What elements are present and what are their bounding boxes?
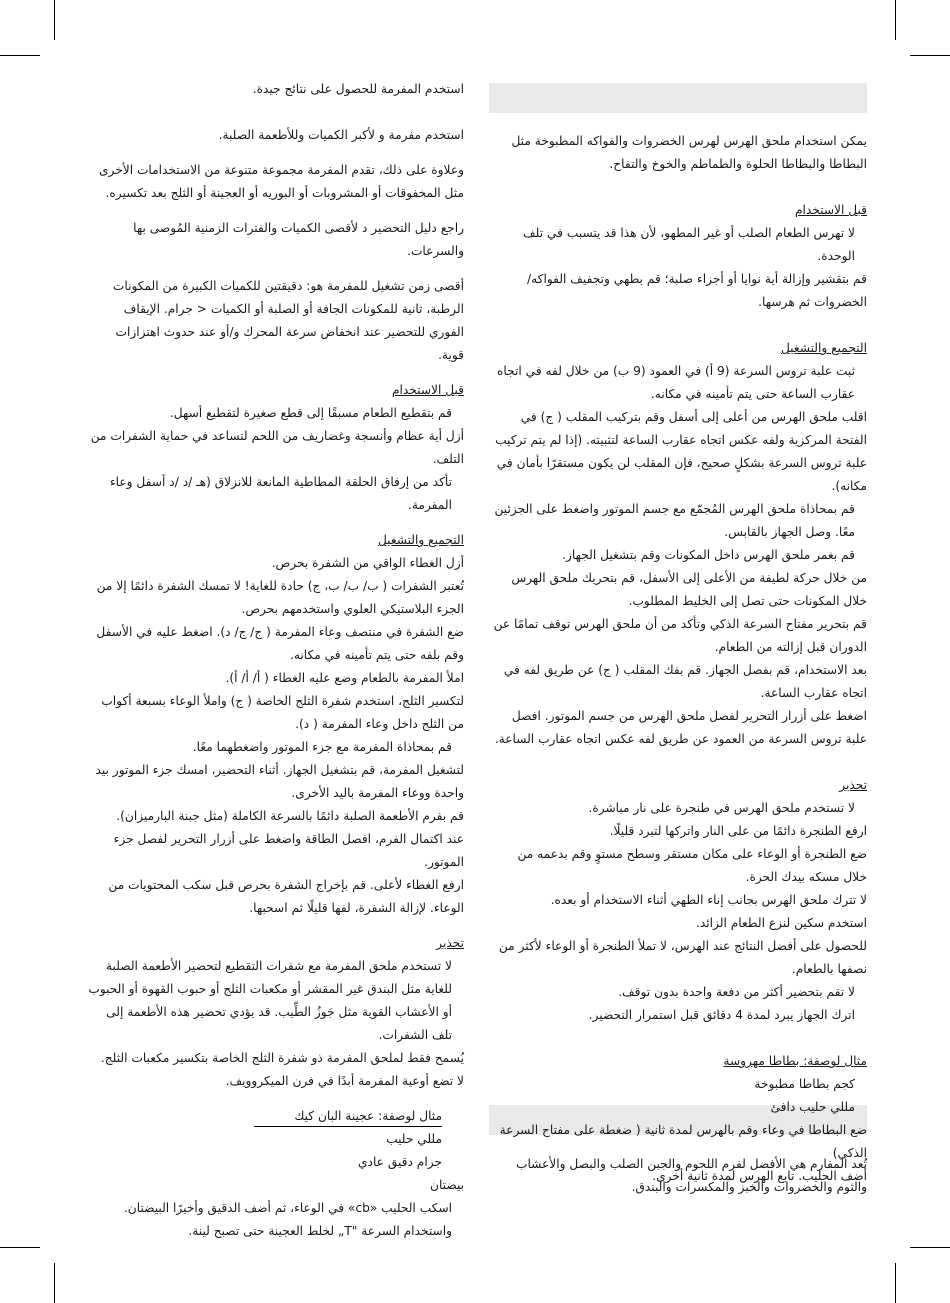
list-item: كجم بطاطا مطبوخة (754, 1077, 855, 1091)
list-item: قم بمحاذاة ملحق الهرس المُجمّع مع جسم الموتور واضغط على الجزئين معًا. وصل الجهاز بالقابس. (494, 502, 855, 539)
list-item: أزل أية عظام وأنسجة وغضاريف من اللحم لتساعد في حماية الشفرات من التلف. (90, 429, 464, 466)
list-item: اقلب ملحق الهرس من أعلى إلى أسفل وقم بتركيب المقلب ( ج) في الفتحة المركزية ولفه عكس اتجاه عقارب الساعة لتثبيته. (إذا لم يتم تركيب علبة تروس السرعة بشكلٍ صحيح، فإن المقلب لن يكون مستقرًا بأمان في مكانه). (495, 410, 867, 493)
list-item: أزل الغطاء الواقي من الشفرة بحرص. (271, 556, 464, 570)
list-item: مللي حليب دافئ (770, 1100, 855, 1114)
list-item: اترك الجهاز يبرد لمدة 4 دقائق قبل استمرار التحضير. (588, 1008, 855, 1022)
list-item: استخدم سكين لنزع الطعام الزائد. (696, 916, 867, 930)
list-item: ارفع الطنجرة دائمًا من على النار واتركها لتبرد قليلًا. (609, 824, 867, 838)
list-item: لتكسير الثلج، استخدم شفرة الثلج الخاصة ( ج) واملأ الوعاء بسبعة أكواب من الثلج داخل وعاء المفرمة ( د). (101, 694, 464, 731)
list-item: لا تترك ملحق الهرس بجانب إناء الطهي أثناء الاستخدام أو بعده. (550, 893, 867, 907)
list-item: جرام دقيق عادي (358, 1155, 442, 1169)
section-heading: مثال لوصفة: عجينة البان كيك (254, 1106, 442, 1127)
list-item: قم بمحاذاة المفرمة مع جزء الموتور واضغطهما معًا. (192, 740, 452, 754)
left-column (86, 78, 464, 1243)
list-item: املأ المفرمة بالطعام وضع عليه الغطاء ( أ/ أ/ أ). (225, 671, 464, 685)
intro-paragraph: استخدم مفرمة و لأكبر الكميات وللأطعمة الصلبة. (218, 128, 464, 142)
list-item: ارفع الغطاء لأعلى. قم بإخراج الشفرة بحرص قبل سكب المحتويات من الوعاء. لإزالة الشفرة، لفها قليلًا ثم اسحبها. (108, 878, 464, 915)
list-item: قم بتحرير مفتاح السرعة الذكي وتأكد من أن ملحق الهرس توقف تمامًا عن الدوران قبل إزالته من الطعام. (493, 617, 867, 654)
section-header-band (489, 83, 867, 113)
intro-paragraph: وعلاوة على ذلك، تقدم المفرمة مجموعة متنوعة من الاستخدامات الأخرى مثل المخفوقات أو المشروبات أو البوريه أو العجينة أو الثلج بعد تكسيره. (98, 163, 464, 200)
list-item: اضغط على أزرار التحرير لفصل ملحق الهرس من جسم الموتور. افصل علبة تروس السرعة من العمود عن طريق لفه عكس اتجاه عقارب الساعة. (494, 709, 867, 746)
section-heading: تحذير (839, 778, 867, 792)
list-item: مللي حليب (386, 1132, 442, 1146)
list-item: لا تهرس الطعام الصلب أو غير المطهو، لأن هذا قد يتسبب في تلف الوحدة. (523, 226, 855, 263)
list-item: للحصول على أفضل النتائج عند الهرس، لا تملأ الطنجرة أو الوعاء لأكثر من نصفها بالطعام. (498, 939, 867, 976)
list-item: قم بتقشير وإزالة أية نوايا أو أجزاء صلبة؛ قم بطهي وتجفيف الفواكه/الخضروات ثم هرسها. (527, 272, 867, 309)
right-outro (491, 1153, 867, 1199)
list-item: أضف الحليب. تابع الهرس لمدة ثانية أخرى. (652, 1169, 867, 1183)
list-item: بعد الاستخدام، قم بفصل الجهاز. قم بفك المقلب ( ج) عن طريق لفه في اتجاه عقارب الساعة. (503, 663, 867, 700)
section-heading: تحذير (436, 936, 464, 950)
list-item: واستخدام السرعة "T„ لخلط العجينة حتى تصبح لينة. (188, 1224, 452, 1238)
list-item: لا تضع أوعية المفرمة أبدًا في فرن الميكروويف. (225, 1074, 464, 1088)
section-heading: مثال لوصفة: بطاطا مهروسة (723, 1054, 867, 1068)
list-item: لتشغيل المفرمة، قم بتشغيل الجهاز. أثناء التحضير، امسك جزء الموتور بيد واحدة ووعاء المفرمة باليد الأخرى. (95, 763, 464, 800)
list-item: اسكب الحليب «cb» في الوعاء، ثم أضف الدقيق وأخيرًا البيضتان. (123, 1201, 452, 1215)
crop-mark-tl-h (0, 55, 40, 56)
list-item: لا تقم بتحضير أكثر من دفعة واحدة بدون توقف. (618, 985, 855, 999)
intro-paragraph: استخدم المفرمة للحصول على نتائج جيدة. (252, 82, 464, 96)
right-column (491, 130, 867, 1188)
intro-paragraph: راجع دليل التحضير د لأقصى الكميات والفترات الزمنية المُوصى بها والسرعات. (133, 221, 464, 258)
crop-mark-tl-v (54, 0, 55, 40)
list-item: يُسمح فقط لملحق المفرمة ذو شفرة الثلج الخاصة بتكسير مكعبات الثلج. (100, 1051, 464, 1065)
crop-mark-tr-h (910, 55, 950, 56)
list-item: ضع البطاطا في وعاء وقم بالهرس لمدة ثانية ( ضغطة على مفتاح السرعة الذكي) (499, 1123, 867, 1160)
list-item: تأكد من إرفاق الحلقة المطاطية المانعة للانزلاق (هـ /د /د أسفل وعاء المفرمة. (109, 475, 452, 512)
section-heading: قبل الاستخدام (391, 383, 464, 397)
intro-paragraph: أقصى زمن تشغيل للمفرمة هو: دقيقتين للكميات الكبيرة من المكونات الرطبة، ثانية للمكونات الجافة أو الصلبة أو الكميات < جرام. الإيقاف الفوري للتحضير عند انخفاض سرعة المحرك و/أو عند حدوث اهتزازات قوية. (112, 279, 464, 362)
list-item: ثبت علبة تروس السرعة (9 أ) في العمود (9 ب) من خلال لفه في اتجاه عقارب الساعة حتى يتم تأمينه في مكانه. (497, 364, 855, 401)
section-heading: التجميع والتشغيل (377, 533, 464, 547)
list-item: لا تستخدم ملحق الهرس في طنجرة على نار مباشرة. (588, 801, 855, 815)
list-item: لا تستخدم ملحق المفرمة مع شفرات التقطيع لتحضير الأطعمة الصلبة للغاية مثل البندق غير المقشر أو مكعبات الثلج أو حبوب القهوة أو الحبوب أو الأعشاب القوية مثل جَوزُ الطِّيب. قد يؤدي تحضير هذه الأطعمة إلى تلف الشفرات. (88, 959, 452, 1042)
list-item: بيضتان (430, 1178, 464, 1192)
outro-paragraph: تُعد المفارم هي الأفضل لفرم اللحوم والجبن الصلب والبصل والأعشاب والثوم والخضروات والخبز والمكسرات والبندق. (515, 1157, 867, 1194)
crop-mark-bl-v (54, 1263, 55, 1303)
list-item: قم بفرم الأطعمة الصلبة دائمًا بالسرعة الكاملة (مثل جبنة البارميزان). (116, 809, 464, 823)
crop-mark-br-h (910, 1247, 950, 1248)
crop-mark-tr-v (895, 0, 896, 40)
list-item: ضع الطنجرة أو الوعاء على مكان مستقر وسطح مستوٍ وقم بدعمه من خلال مسكه بيدك الحرة. (517, 847, 867, 884)
crop-mark-br-v (895, 1263, 896, 1303)
list-item: قم بتقطيع الطعام مسبقًا إلى قطع صغيرة لتقطيع أسهل. (169, 406, 452, 420)
list-item: من خلال حركة لطيفة من الأعلى إلى الأسفل، قم بتحريك ملحق الهرس خلال المكونات حتى تصل إلى الخليط المطلوب. (511, 571, 867, 608)
list-item: ضع الشفرة في منتصف وعاء المفرمة ( ج/ ج/ د). اضغط عليه في الأسفل وقم بلفه حتى يتم تأمينه في مكانه. (96, 625, 464, 662)
list-item: عند اكتمال الفرم، افصل الطاقة واضغط على أزرار التحرير لفصل جزء الموتور. (113, 832, 464, 869)
crop-mark-bl-h (0, 1247, 40, 1248)
intro-paragraph: يمكن استخدام ملحق الهرس لهرس الخضروات والفواكه المطبوخة مثل البطاطا والبطاطا الحلوة والطماطم والخوخ والتفاح. (511, 134, 867, 171)
list-item: تُعتبر الشفرات ( ب/ ب/ ب، ج) حادة للغاية! لا تمسك الشفرة دائمًا إلا من الجزء البلاستيكي العلوي واستخدمهم بحرص. (96, 579, 464, 616)
section-heading: التجميع والتشغيل (780, 341, 867, 355)
list-item: قم بغمر ملحق الهرس داخل المكونات وقم بتشغيل الجهاز. (562, 548, 855, 562)
section-heading: قبل الاستخدام (794, 203, 867, 217)
